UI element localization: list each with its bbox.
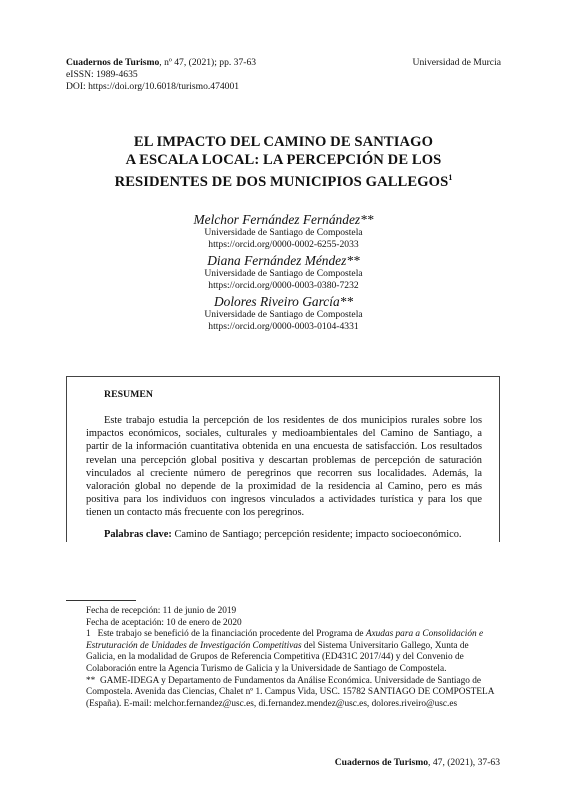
footnote-1: 1 Este trabajo se benefició de la financiación procedente del Programa de Axudas para a Consolidación e Estruturación de Unidades de Investigación Competitivas del Sistema Universitario Gallego, Xunta de Galicia, en la modalidad de Grupos de Referencia Competitiva (ED431C 2017/44) y del Convenio de Colaboración entre la Agencia Turismo de Galicia y la Universidade de Santiago de Compostela. (86, 629, 484, 674)
journal-header (66, 57, 256, 93)
title-footnote-mark[interactable]: 1 (448, 173, 453, 182)
page-footer (335, 757, 500, 768)
title-line-1: EL IMPACTO DEL CAMINO DE SANTIAGO (133, 134, 434, 150)
author-orcid[interactable]: https://orcid.org/0000-0003-0104-4331 (208, 320, 359, 332)
author-block-2 (0, 253, 567, 291)
author-affiliation: Universidade de Santiago de Compostela (204, 227, 363, 238)
author-name: Dolores Riveiro García** (213, 294, 354, 309)
footer-journal: Cuadernos de Turismo (334, 757, 429, 768)
abstract-heading: RESUMEN (104, 389, 153, 400)
author-block-3 (0, 294, 567, 332)
title-line-3: RESIDENTES DE DOS MUNICIPIOS GALLEGOS$^1$ (114, 173, 453, 190)
issue-info: , nº 47, (2021); pp. 37-63 (159, 57, 257, 68)
article-title (0, 133, 567, 191)
program-name: Axudas para a Consolidación e Estruturación de Unidades de Investigación Competitivas (86, 629, 484, 651)
journal-name: Cuadernos de Turismo (66, 57, 160, 68)
footnote-1-mark: 1 (86, 629, 91, 640)
journal-citation (66, 57, 256, 69)
author-name: Diana Fernández Méndez** (207, 253, 360, 268)
footnote-2: ** GAME-IDEGA y Departamento de Fundamentos da Análise Económica. Universidade de Santiago de Compostela. Avenida das Ciencias, Chalet nº 1. Campus Vida, USC. 15782 SANTIAGO DE COMPOSTELA (España). E-mail: melchor.fernandez@usc.es, di.fernandez.mendez@usc.es, dolores.riveiro@usc.es (86, 675, 494, 709)
author-orcid[interactable]: https://orcid.org/0000-0002-6255-2033 (208, 238, 359, 250)
eissn: eISSN: 1989-4635 (66, 69, 138, 80)
title-line-2: A ESCALA LOCAL: LA PERCEPCIÓN DE LOS (125, 152, 442, 168)
author-affiliation: Universidade de Santiago de Compostela (204, 268, 363, 279)
footnotes (66, 606, 500, 710)
abstract-text: Este trabajo estudia la percepción de los residentes de dos municipios rurales sobre los impactos económicos, sociales, culturales y medioambientales del Camino de Santiago, a partir de la información cuantitativa obtenida en una encuesta de satisfacción. Los resultados revelan una percepción global positiva y descartan problemas de percepción de saturación vinculados al creciente número de peregrinos que recorren sus localidades. Además, la valoración global no depende de la proximidad de la residencia al Camino, pero es más positiva para los individuos con ingresos vinculados a actividades turística y para los que tienen un contacto más frecuente con los peregrinos. (86, 415, 482, 519)
author-block-1 (0, 212, 567, 250)
footer-issue: , 47, (2021), 37-63 (428, 757, 500, 768)
keywords (86, 528, 482, 541)
author-affiliation: Universidade de Santiago de Compostela (204, 309, 363, 320)
author-name: Melchor Fernández Fernández** (193, 212, 374, 227)
keywords-list: Camino de Santiago; percepción residente; impacto socioeconómico. (174, 529, 462, 540)
footnote-2-mark: ** (86, 675, 96, 686)
author-orcid[interactable]: https://orcid.org/0000-0003-0380-7232 (208, 279, 359, 291)
keywords-label: Palabras clave: (104, 529, 172, 540)
received-date: Fecha de recepción: 11 de junio de 2019 (86, 606, 237, 616)
publisher: Universidad de Murcia (412, 57, 501, 68)
abstract-box (66, 376, 500, 542)
footnote-divider (66, 600, 136, 601)
doi-link[interactable]: DOI: https://doi.org/10.6018/turismo.474001 (66, 81, 240, 92)
accepted-date: Fecha de aceptación: 10 de enero de 2020 (86, 617, 242, 628)
